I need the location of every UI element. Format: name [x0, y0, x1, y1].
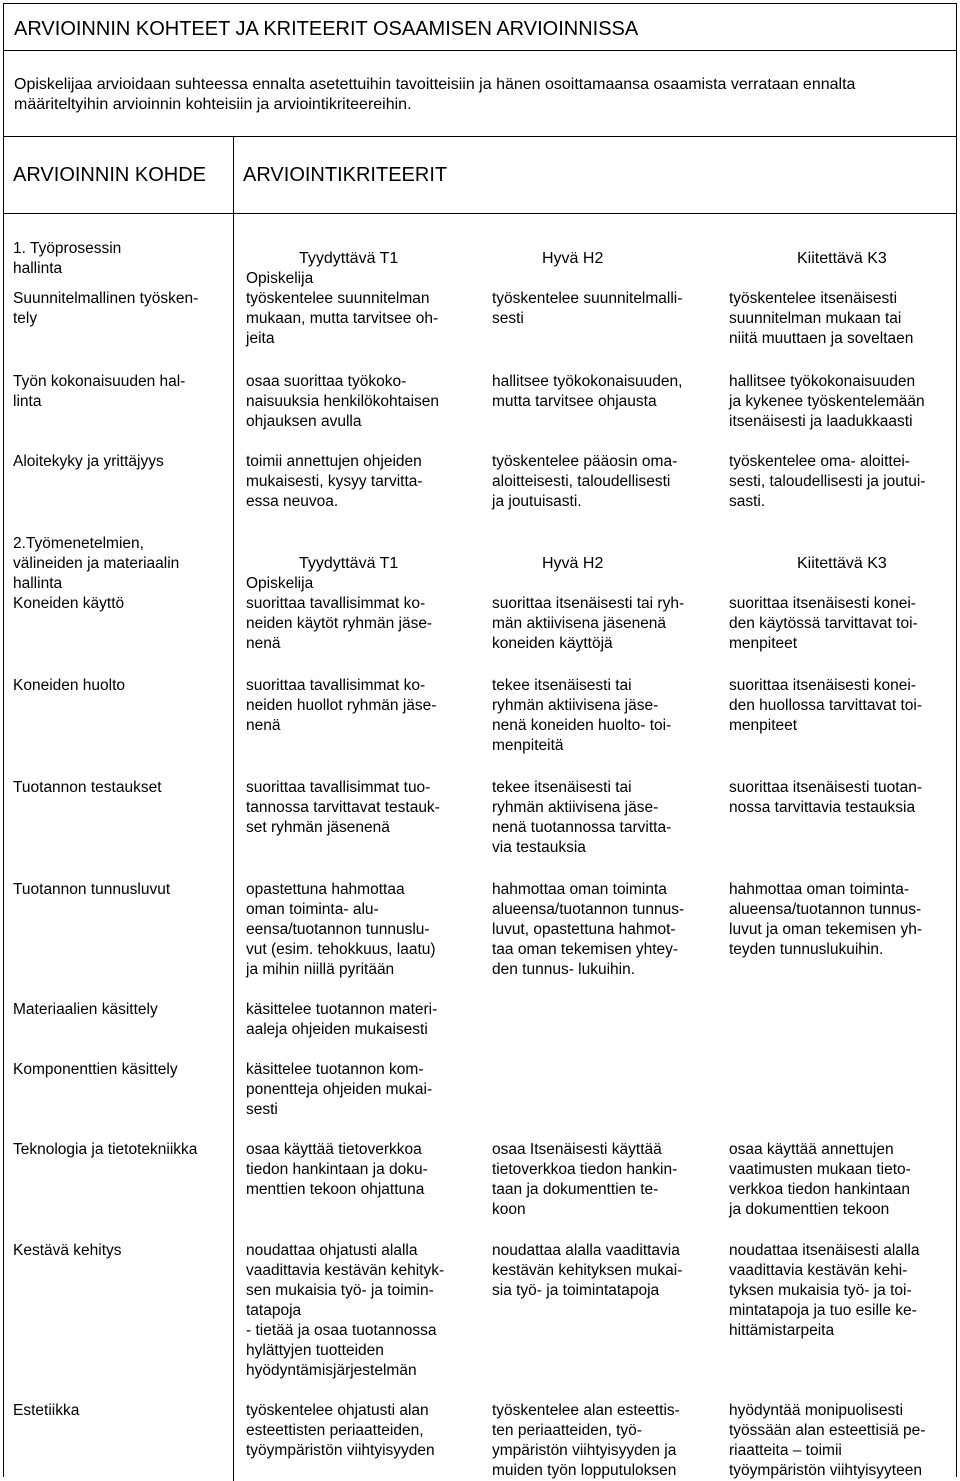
intro-paragraph — [4, 51, 956, 137]
criteria-h2-line: aloitteisesti, taloudellisesti — [492, 473, 671, 490]
criteria-k3 — [716, 778, 956, 858]
criteria-target-line: Koneiden huolto — [13, 677, 126, 694]
criteria-k3-line: osaa käyttää annettujen — [729, 1141, 894, 1158]
criteria-k3-line: työskentelee oma- aloittei- — [729, 453, 910, 470]
criteria-t1-line: työskentelee suunnitelman — [246, 290, 430, 307]
criteria-target-line: Materiaalien käsittely — [13, 1001, 158, 1018]
criteria-h2 — [478, 1401, 716, 1481]
criteria-t1 — [234, 1060, 478, 1120]
criteria-t1 — [234, 1401, 478, 1481]
criteria-t1-line: suorittaa tavallisimmat ko- — [246, 595, 426, 612]
criteria-t1-line: suorittaa tavallisimmat ko- — [246, 677, 426, 694]
criteria-k3 — [716, 676, 956, 756]
criteria-k3-line: vaadittavia kestävän kehi- — [729, 1262, 908, 1279]
criteria-t1-line: sen mukaisia työ- ja toimin- — [246, 1282, 434, 1299]
criteria-t1-line: jeita — [246, 330, 275, 347]
criteria-row — [234, 1401, 956, 1481]
criteria-h2-line: ryhmän aktiivisena jäse- — [492, 697, 659, 714]
criteria-t1-line: vut (esim. tehokkuus, laatu) — [246, 941, 436, 958]
criteria-target — [4, 372, 234, 452]
criteria-k3-line: työympäristön viihtyisyyteen — [729, 1462, 922, 1479]
criteria-t1 — [234, 452, 478, 512]
criteria-k3 — [716, 452, 956, 512]
criteria-k3-line: ja dokumenttien tekoon — [729, 1201, 890, 1218]
criteria-t1 — [234, 372, 478, 432]
criteria-k3-line: hyödyntää monipuolisesti — [729, 1402, 904, 1419]
criteria-target-line: Kestävä kehitys — [13, 1242, 122, 1259]
criteria-k3-line: menpiteet — [729, 717, 798, 734]
criteria-row — [234, 676, 956, 778]
criteria-k3 — [716, 1140, 956, 1220]
section-title-line: hallinta — [13, 575, 63, 592]
criteria-h2 — [478, 1140, 716, 1220]
criteria-t1-line: tannossa tarvittavat testauk- — [246, 799, 440, 816]
criteria-t1-line: neiden huollot ryhmän jäse- — [246, 697, 437, 714]
criteria-target-line: tely — [13, 310, 38, 327]
criteria-target-line: Estetiikka — [13, 1402, 80, 1419]
criteria-h2-line: osaa Itsenäisesti käyttää — [492, 1141, 662, 1158]
subject-label: Opiskelija — [246, 270, 314, 287]
criteria-k3 — [716, 289, 956, 349]
criteria-t1-line: nenä — [246, 717, 281, 734]
grade-t1-label: Tyydyttävä T1 — [299, 250, 399, 267]
criteria-t1 — [234, 1000, 478, 1040]
criteria-row — [234, 778, 956, 880]
criteria-t1-line: käsittelee tuotannon kom- — [246, 1061, 424, 1078]
grade-header-row — [234, 554, 956, 574]
criteria-k3-line: suorittaa itsenäisesti konei- — [729, 595, 916, 612]
criteria-h2-line: hallitsee työkokonaisuuden, — [492, 373, 683, 390]
criteria-h2-line: taa oman tekemisen yhtey- — [492, 941, 679, 958]
criteria-k3-line: suunnitelman mukaan tai — [729, 310, 902, 327]
criteria-t1 — [234, 1241, 478, 1381]
criteria-k3-line: vaatimusten mukaan tieto- — [729, 1161, 911, 1178]
criteria-target-line: Teknologia ja tietotekniikka — [13, 1141, 198, 1158]
criteria-t1-line: neiden käytöt ryhmän jäse- — [246, 615, 433, 632]
criteria-k3-line: niitä muuttaen ja soveltaen — [729, 330, 914, 347]
criteria-target — [4, 1140, 234, 1241]
criteria-k3-line: alueensa/tuotannon tunnus- — [729, 901, 922, 918]
criteria-target — [4, 1060, 234, 1140]
criteria-target — [4, 594, 234, 676]
criteria-t1-line: vaadittavia kestävän kehityk- — [246, 1262, 445, 1279]
criteria-t1 — [234, 880, 478, 980]
criteria-target-line: Suunnitelmallinen työsken- — [13, 290, 199, 307]
criteria-k3-line: työskentelee itsenäisesti — [729, 290, 898, 307]
criteria-h2-line: ryhmän aktiivisena jäse- — [492, 799, 659, 816]
criteria-target-line: linta — [13, 393, 42, 410]
criteria-t1-line: tiedon hankintaan ja doku- — [246, 1161, 428, 1178]
criteria-k3 — [716, 1241, 956, 1381]
section-grade-header — [234, 214, 956, 289]
section-title-line: välineiden ja materiaalin — [13, 555, 180, 572]
section-title — [4, 214, 234, 289]
criteria-target-line: Tuotannon testaukset — [13, 779, 162, 796]
criteria-t1-line: hyödyntämisjärjestelmän — [246, 1362, 417, 1379]
criteria-k3 — [716, 1401, 956, 1481]
criteria-k3-line: työssään alan esteettisiä pe- — [729, 1422, 926, 1439]
criteria-t1 — [234, 289, 478, 349]
criteria-h2-line: työskentelee suunnitelmalli- — [492, 290, 683, 307]
criteria-target-line: Työn kokonaisuuden hal- — [13, 373, 186, 390]
criteria-h2 — [478, 372, 716, 432]
criteria-h2-line: den tunnus- lukuihin. — [492, 961, 636, 978]
criteria-k3 — [716, 880, 956, 980]
criteria-h2-line: nenä tuotannossa tarvitta- — [492, 819, 672, 836]
criteria-k3-line: den huollossa tarvittavat toi- — [729, 697, 922, 714]
criteria-t1-line: sesti — [246, 1101, 278, 1118]
criteria-t1-line: osaa käyttää tietoverkkoa — [246, 1141, 422, 1158]
criteria-h2 — [478, 1000, 716, 1040]
criteria-t1-line: aaleja ohjeiden mukaisesti — [246, 1021, 428, 1038]
criteria-t1-line: käsittelee tuotannon materi- — [246, 1001, 438, 1018]
criteria-t1-line: essa neuvoa. — [246, 493, 339, 510]
criteria-h2-line: suorittaa itsenäisesti tai ryh- — [492, 595, 685, 612]
criteria-row — [234, 1241, 956, 1401]
criteria-t1-line: noudattaa ohjatusti alalla — [246, 1242, 418, 1259]
criteria-k3-line: menpiteet — [729, 635, 798, 652]
criteria-t1-line: eensa/tuotannon tunnuslu- — [246, 921, 430, 938]
intro-line: määriteltyihin arvioinnin kohteisiin ja arviointikriteereihin. — [14, 96, 412, 113]
criteria-t1-line: ponentteja ohjeiden mukai- — [246, 1081, 433, 1098]
criteria-h2 — [478, 1060, 716, 1120]
criteria-row — [234, 289, 956, 372]
criteria-h2-line: kestävän kehityksen mukai- — [492, 1262, 683, 1279]
subject-label: Opiskelija — [246, 575, 314, 592]
criteria-target — [4, 289, 234, 372]
criteria-t1 — [234, 594, 478, 654]
document-page — [3, 3, 957, 1477]
criteria-h2-line: luvut, opastettuna hahmot- — [492, 921, 676, 938]
criteria-t1-line: nenä — [246, 635, 281, 652]
criteria-row — [234, 1060, 956, 1140]
criteria-t1-line: - tietää ja osaa tuotannossa — [246, 1322, 437, 1339]
criteria-t1-line: ohjauksen avulla — [246, 413, 362, 430]
criteria-k3-line: itsenäisesti ja laadukkaasti — [729, 413, 913, 430]
criteria-k3-line: riaatteita – toimii — [729, 1442, 842, 1459]
criteria-t1-line: set ryhmän jäsenenä — [246, 819, 390, 836]
criteria-t1 — [234, 676, 478, 756]
section-title-line: 1. Työprosessin — [13, 240, 122, 257]
criteria-k3-line: den käytössä tarvittavat toi- — [729, 615, 918, 632]
criteria-k3 — [716, 594, 956, 654]
section-grade-header — [234, 534, 956, 594]
criteria-h2-line: koneiden käyttöjä — [492, 635, 613, 652]
criteria-h2 — [478, 676, 716, 756]
section-title-line: 2.Työmenetelmien, — [13, 535, 144, 552]
header-kohde: ARVIOINNIN KOHDE — [4, 137, 234, 213]
grade-h2-label: Hyvä H2 — [542, 250, 604, 267]
criteria-k3-line: suorittaa itsenäisesti tuotan- — [729, 779, 922, 796]
criteria-h2-line: via testauksia — [492, 839, 586, 856]
criteria-row — [234, 372, 956, 452]
section-title — [4, 534, 234, 594]
criteria-h2-line: menpiteitä — [492, 737, 564, 754]
grade-h2-label: Hyvä H2 — [542, 555, 604, 572]
criteria-k3 — [716, 372, 956, 432]
criteria-h2 — [478, 1241, 716, 1381]
criteria-t1 — [234, 1140, 478, 1220]
criteria-target — [4, 676, 234, 778]
criteria-k3-line: sesti, taloudellisesti ja joutui- — [729, 473, 926, 490]
criteria-h2-line: tekee itsenäisesti tai — [492, 779, 632, 796]
criteria-target-line: Aloitekyky ja yrittäjyys — [13, 453, 164, 470]
criteria-t1-line: mukaisesti, kysyy tarvitta- — [246, 473, 423, 490]
criteria-t1-line: työympäristön viihtyisyyden — [246, 1442, 435, 1459]
criteria-target-line: Koneiden käyttö — [13, 595, 125, 612]
criteria-k3-line: teyden tunnuslukuihin. — [729, 941, 884, 958]
criteria-target — [4, 452, 234, 534]
criteria-t1-line: työskentelee ohjatusti alan — [246, 1402, 429, 1419]
criteria-k3-line: sasti. — [729, 493, 766, 510]
criteria-t1-line: suorittaa tavallisimmat tuo- — [246, 779, 431, 796]
criteria-k3-line: verkkoa tiedon hankintaan — [729, 1181, 910, 1198]
criteria-t1-line: oman toiminta- alu- — [246, 901, 379, 918]
grade-k3-label: Kiitettävä K3 — [797, 250, 887, 267]
criteria-t1-line: hylättyjen tuotteiden — [246, 1342, 384, 1359]
criteria-k3-line: noudattaa itsenäisesti alalla — [729, 1242, 920, 1259]
header-kriteerit: ARVIOINTIKRITEERIT — [243, 164, 448, 186]
criteria-k3-line: hallitsee työkokonaisuuden — [729, 373, 916, 390]
criteria-h2-line: työskentelee alan esteettis- — [492, 1402, 680, 1419]
criteria-h2 — [478, 452, 716, 512]
criteria-h2-line: alueensa/tuotannon tunnus- — [492, 901, 685, 918]
criteria-t1-line: mukaan, mutta tarvitsee oh- — [246, 310, 439, 327]
criteria-k3-line: mintatapoja ja tuo esille ke- — [729, 1302, 917, 1319]
criteria-h2-line: noudattaa alalla vaadittavia — [492, 1242, 680, 1259]
criteria-h2 — [478, 778, 716, 858]
criteria-h2-line: muiden työn lopputuloksen — [492, 1462, 677, 1479]
criteria-h2-line: män aktiivisena jäsenenä — [492, 615, 667, 632]
criteria-row — [234, 594, 956, 676]
section-title-line: hallinta — [13, 260, 63, 277]
criteria-t1-line: opastettuna hahmottaa — [246, 881, 405, 898]
criteria-h2 — [478, 594, 716, 654]
criteria-target — [4, 1000, 234, 1060]
criteria-h2-line: hahmottaa oman toiminta — [492, 881, 667, 898]
criteria-k3 — [716, 1000, 956, 1040]
criteria-k3 — [716, 1060, 956, 1120]
criteria-target-line: Tuotannon tunnusluvut — [13, 881, 171, 898]
document-title: ARVIOINNIN KOHTEET JA KRITEERIT OSAAMISEN ARVIOINNISSA — [4, 4, 956, 51]
criteria-target — [4, 778, 234, 880]
intro-line: Opiskelijaa arvioidaan suhteessa ennalta asetettuihin tavoitteisiin ja hänen osoittamaansa osaamista verrataan ennalta — [14, 76, 856, 93]
criteria-h2-line: ten periaatteiden, työ- — [492, 1422, 642, 1439]
criteria-h2 — [478, 289, 716, 349]
criteria-h2-line: taan ja dokumenttien te- — [492, 1181, 659, 1198]
criteria-target — [4, 1241, 234, 1401]
criteria-grid — [4, 214, 956, 1481]
criteria-row — [234, 1140, 956, 1241]
criteria-k3-line: luvut ja oman tekemisen yh- — [729, 921, 922, 938]
criteria-t1-line: toimii annettujen ohjeiden — [246, 453, 422, 470]
criteria-t1-line: ja mihin niillä pyritään — [246, 961, 395, 978]
criteria-k3-line: hahmottaa oman toiminta- — [729, 881, 910, 898]
criteria-h2-line: mutta tarvitsee ohjausta — [492, 393, 657, 410]
criteria-k3-line: suorittaa itsenäisesti konei- — [729, 677, 916, 694]
criteria-row — [234, 880, 956, 1000]
criteria-h2-line: nenä koneiden huolto- toi- — [492, 717, 672, 734]
criteria-k3-line: tyksen mukaisia työ- ja toi- — [729, 1282, 912, 1299]
criteria-t1 — [234, 778, 478, 858]
criteria-row — [234, 452, 956, 534]
criteria-k3-line: hittämistarpeita — [729, 1322, 835, 1339]
criteria-target-line: Komponenttien käsittely — [13, 1061, 178, 1078]
criteria-target — [4, 1401, 234, 1481]
criteria-h2-line: tekee itsenäisesti tai — [492, 677, 632, 694]
criteria-t1-line: menttien tekoon ohjattuna — [246, 1181, 425, 1198]
column-header-row — [4, 137, 956, 214]
grade-header-row — [234, 249, 956, 269]
criteria-target — [4, 880, 234, 1000]
criteria-h2-line: ympäristön viihtyisyyden ja — [492, 1442, 677, 1459]
criteria-row — [234, 1000, 956, 1060]
criteria-h2-line: ja joutuisasti. — [492, 493, 582, 510]
criteria-h2-line: tietoverkkoa tiedon hankin- — [492, 1161, 678, 1178]
criteria-h2-line: koon — [492, 1201, 526, 1218]
criteria-h2 — [478, 880, 716, 980]
criteria-t1-line: osaa suorittaa työkoko- — [246, 373, 407, 390]
criteria-h2-line: työskentelee pääosin oma- — [492, 453, 678, 470]
criteria-k3-line: ja kykenee työskentelemään — [729, 393, 925, 410]
criteria-h2-line: sesti — [492, 310, 524, 327]
grade-t1-label: Tyydyttävä T1 — [299, 555, 399, 572]
criteria-t1-line: esteettisten periaatteiden, — [246, 1422, 424, 1439]
criteria-k3-line: nossa tarvittavia testauksia — [729, 799, 916, 816]
criteria-t1-line: tatapoja — [246, 1302, 302, 1319]
criteria-t1-line: naisuuksia henkilökohtaisen — [246, 393, 440, 410]
criteria-h2-line: sia työ- ja toimintatapoja — [492, 1282, 660, 1299]
grade-k3-label: Kiitettävä K3 — [797, 555, 887, 572]
